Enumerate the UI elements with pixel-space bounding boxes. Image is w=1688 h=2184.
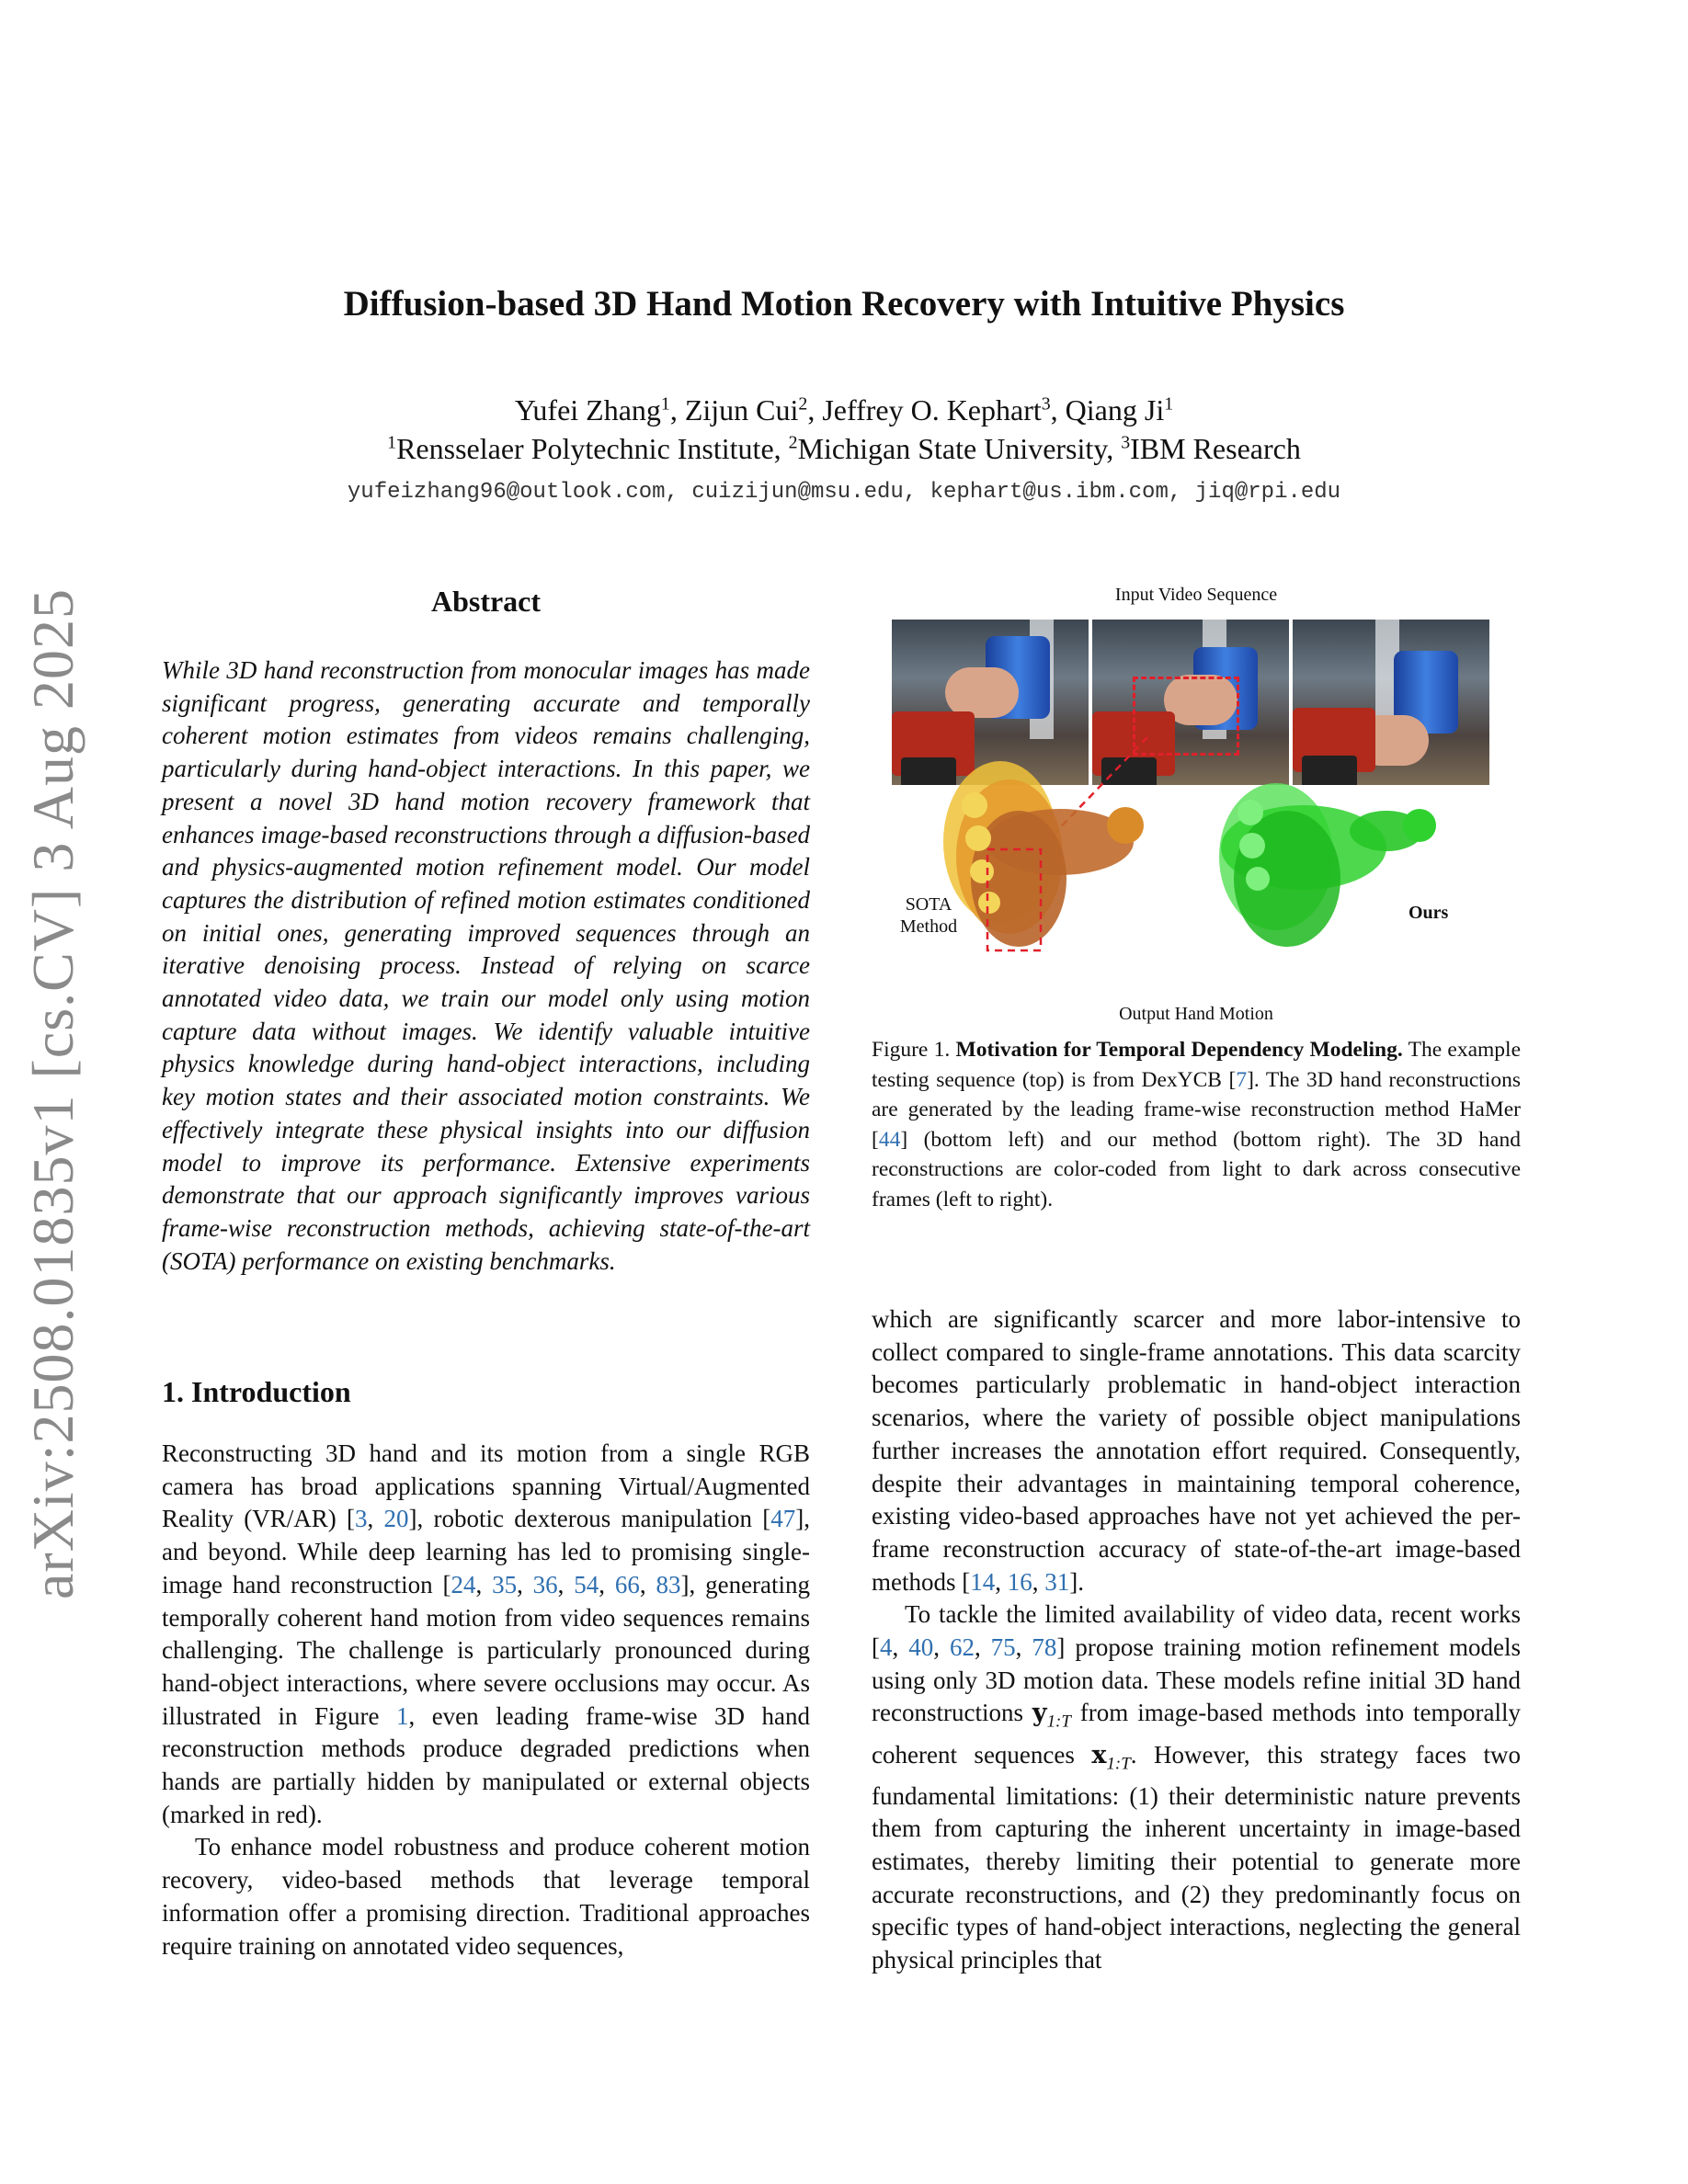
ours-hand-reconstruction [1219, 783, 1436, 947]
citation-link[interactable]: 66 [614, 1570, 640, 1598]
math-subscript: 1:T [1106, 1753, 1131, 1773]
affiliation-name: IBM Research [1130, 432, 1301, 465]
affiliation-name: Michigan State University [797, 432, 1107, 465]
abstract-heading: Abstract [430, 585, 542, 618]
text-run: ] (bottom left) and our method (bottom right). The 3D hand reconstructions are color-coded from light to dark across consecutive frames (left to right). [872, 1127, 1521, 1211]
figure-1-caption [872, 1035, 1521, 1214]
citation-link[interactable]: 78 [1032, 1633, 1057, 1662]
author-emails: yufeizhang96@outlook.com, cuizijun@msu.edu, kephart@us.ibm.com, jiq@rpi.edu [347, 480, 1341, 505]
abstract-text: While 3D hand reconstruction from monocular images has made significant progress, generating accurate and temporally coherent motion estimates from videos remains challenging, particularly during hand-object interactions. In this paper, we present a novel 3D hand motion recovery framework that enhances image-based reconstructions through a diffusion-based and physics-augmented motion refinement model. Our model captures the distribution of refined motion estimates conditioned on initial ones, generating improved sequences through an iterative denoising process. Instead of relying on scarce annotated video data, we train our model only using motion capture data without images. We identify valuable intuitive physics knowledge during hand-object interactions, including key motion states and their associated motion constraints. We effectively integrate these physical insights into our diffusion model to improve its performance. Extensive experiments demonstrate that our approach significantly improves various frame-wise reconstruction methods, achieving state-of-the-art (SOTA) performance on existing benchmarks. [162, 656, 810, 1275]
author-affil-sup: 1 [1164, 393, 1174, 415]
text-run: , [517, 1570, 533, 1598]
math-symbol: y [1032, 1699, 1047, 1728]
text-run: which are significantly scarcer and more labor-intensive to collect compared to single-frame annotations. This data scarcity becomes particularly problematic in hand-object interaction scenarios, where the variety of possible object manipulations further increases the annotation effort required. Consequently, despite their advantages in maintaining temporal coherence, existing video-based approaches have not yet achieved the per-frame reconstruction accuracy of state-of-the-art image-based methods [ [872, 1305, 1521, 1596]
citation-link[interactable]: 75 [990, 1633, 1016, 1662]
math-symbol: x [1091, 1740, 1107, 1769]
citation-link[interactable]: 4 [880, 1633, 893, 1662]
sota-method-label [872, 893, 986, 938]
text-run: , [475, 1570, 493, 1598]
author-separator: , [669, 393, 685, 427]
citation-link[interactable]: 20 [383, 1505, 409, 1533]
paper-title: Diffusion-based 3D Hand Motion Recovery with Intuitive Physics [343, 284, 1345, 324]
citation-link[interactable]: 31 [1044, 1567, 1070, 1596]
affiliation-name: Rensselaer Polytechnic Institute [396, 432, 774, 465]
label-line: Method [899, 916, 958, 937]
citation-link[interactable]: 83 [656, 1570, 681, 1598]
text-run: , even leading frame-wise 3D hand reconstruction methods produce degraded predictions when hands are partially hidden by manipulated or external objects (marked in red). [162, 1701, 811, 1828]
citation-link[interactable]: 36 [532, 1570, 558, 1598]
section-heading-introduction: 1. Introduction [162, 1375, 351, 1408]
paragraph [872, 1598, 1521, 1977]
text-run: . However, this strategy faces two fundamental limitations: (1) their deterministic nature prevents them from capturing the inherent uncertainty in image-based estimates, thereby limiting their potential to generate more accurate reconstructions, and (2) they predominantly focus on specific types of hand-object interactions, neglecting the general physical principles that [872, 1740, 1521, 1974]
hand-reconstruction-illustration [872, 585, 1521, 1026]
text-run: ], robotic dexterous manipulation [ [408, 1505, 771, 1533]
citation-link[interactable]: 3 [355, 1505, 368, 1533]
affil-separator: , [1106, 432, 1122, 465]
author-separator: , [807, 393, 823, 427]
author-name: Zijun Cui [684, 393, 799, 427]
ours-label: Ours [1409, 903, 1449, 923]
text-run: , [995, 1567, 1008, 1596]
citation-link[interactable]: 47 [770, 1505, 796, 1533]
text-run: ], generating temporally coherent hand motion from video sequences remains challenging. The challenge is particularly pronounced during hand-object interactions, where severe occlusions may occur. As illustrated in Figure [162, 1570, 811, 1730]
text-run: from image-based methods into temporally coherent sequences [872, 1699, 1521, 1769]
text-run: ]. The 3D hand reconstructions are generated by the leading frame-wise reconstruction method HaMer [ [872, 1067, 1521, 1152]
text-run: , [933, 1633, 950, 1662]
affil-sup: 2 [788, 432, 798, 453]
citation-link[interactable]: 40 [908, 1633, 934, 1662]
author-name: Yufei Zhang [514, 393, 661, 427]
arxiv-sidebar [20, 587, 86, 1600]
math-subscript: 1:T [1046, 1712, 1071, 1732]
text-run: The example testing sequence (top) is from DexYCB [ [872, 1038, 1521, 1092]
paragraph [162, 1438, 810, 1831]
author-list [0, 393, 1688, 427]
text-run: , [557, 1570, 575, 1598]
author-name: Jeffrey O. Kephart [822, 393, 1042, 427]
paragraph [872, 1303, 1521, 1598]
text-run: , [892, 1633, 909, 1662]
figure-bottom-label: Output Hand Motion [1119, 1004, 1273, 1024]
affil-separator: , [773, 432, 789, 465]
introduction-body [162, 1438, 810, 1962]
text-run: , [639, 1570, 656, 1598]
figure-ref-link[interactable]: 1 [395, 1701, 409, 1730]
author-separator: , [1050, 393, 1066, 427]
figure-1 [872, 585, 1521, 1026]
affiliation-list [0, 432, 1688, 466]
author-affil-sup: 3 [1041, 393, 1051, 415]
text-run: , [974, 1633, 991, 1662]
citation-link[interactable]: 24 [451, 1570, 476, 1598]
figure-top-label: Input Video Sequence [1114, 585, 1278, 605]
affil-sup: 3 [1121, 432, 1131, 453]
citation-link[interactable]: 14 [970, 1567, 996, 1596]
caption-title: Motivation for Temporal Dependency Modeling. [955, 1038, 1403, 1062]
citation-link[interactable]: 35 [492, 1570, 518, 1598]
citation-link[interactable]: 54 [574, 1570, 599, 1598]
author-affil-sup: 2 [798, 393, 808, 415]
citation-link[interactable]: 62 [949, 1633, 975, 1662]
caption-prefix: Figure 1. [872, 1038, 956, 1062]
label-line: SOTA [905, 894, 952, 915]
text-run: , [1015, 1633, 1032, 1662]
text-run: To tackle the limited availability of video data, recent works [ [872, 1600, 1521, 1662]
text-run: ], and beyond. While deep learning has led to promising single-image hand reconstruction [ [162, 1505, 810, 1598]
text-run: ] propose training motion refinement models using only 3D motion data. These models refine initial 3D hand reconstructions [872, 1633, 1522, 1727]
paragraph: To enhance model robustness and produce coherent motion recovery, video-based methods that leverage temporal information offer a promising direction. Traditional approaches require training on annotated video sequences, [162, 1833, 810, 1960]
text-run: ]. [1069, 1567, 1084, 1596]
citation-link[interactable]: 16 [1007, 1567, 1032, 1596]
citation-link[interactable]: 44 [878, 1127, 901, 1152]
text-run: , [367, 1505, 384, 1533]
text-run: , [599, 1570, 615, 1598]
text-run: Reconstructing 3D hand and its motion from a single RGB camera has broad applications spanning Virtual/Augmented Reality (VR/AR) [ [162, 1439, 810, 1533]
citation-link[interactable]: 7 [1236, 1067, 1248, 1092]
right-column-body [872, 1303, 1521, 1977]
affil-sup: 1 [387, 432, 397, 453]
text-run: , [1032, 1567, 1045, 1596]
author-affil-sup: 1 [660, 393, 670, 415]
author-name: Qiang Ji [1065, 393, 1165, 427]
arxiv-id: arXiv:2508.01835v1 [cs.CV] 3 Aug 2025 [20, 587, 86, 1600]
